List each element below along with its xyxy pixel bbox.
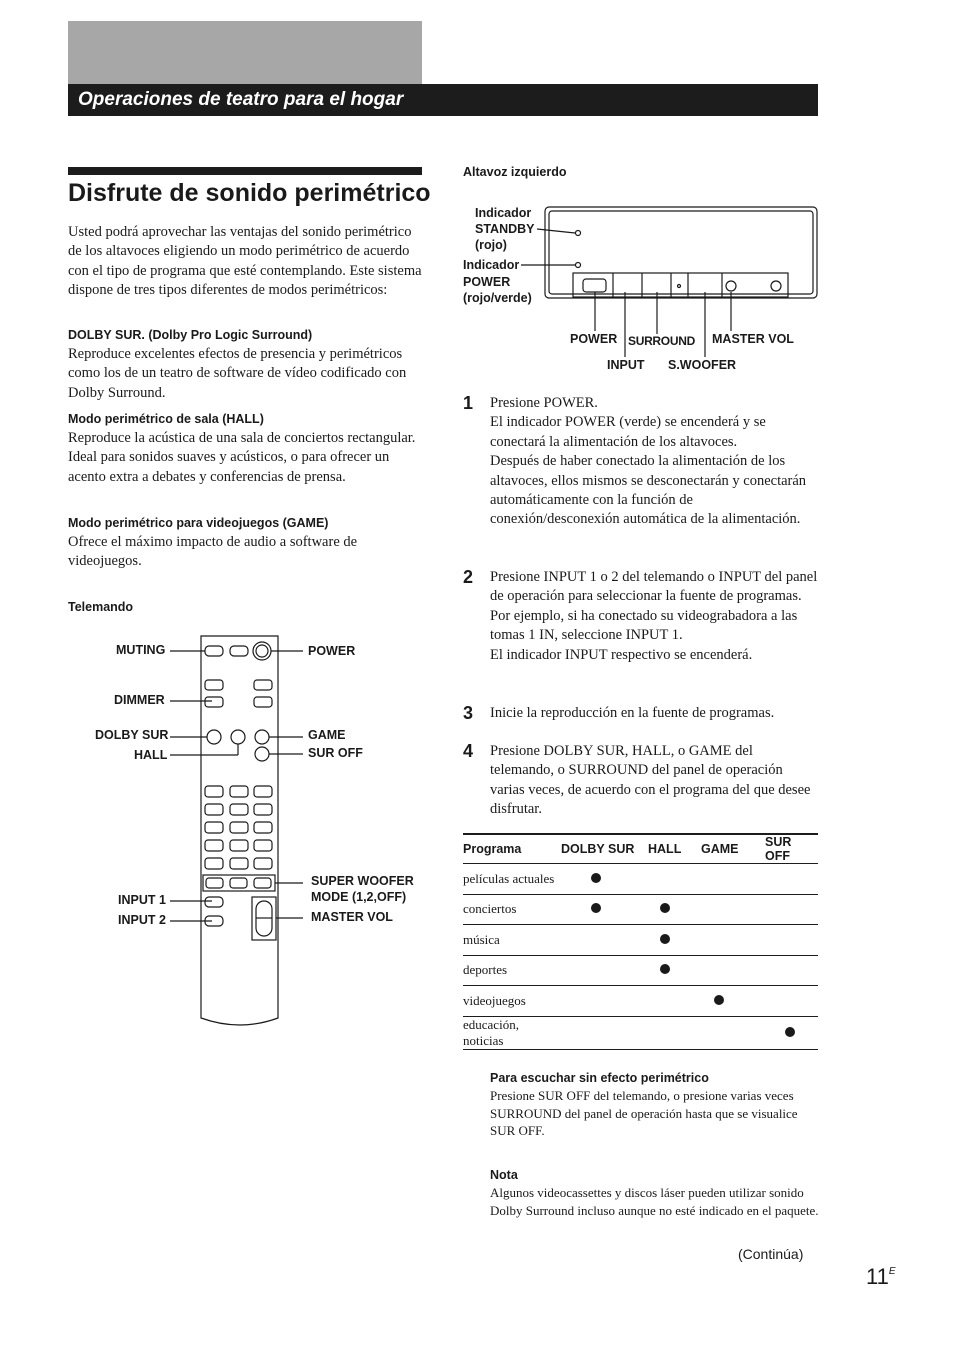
table-cell: [701, 986, 765, 1017]
remote-label-muting: MUTING: [116, 643, 166, 657]
mode-heading-hall: Modo perimétrico de sala (HALL): [68, 412, 264, 426]
remote-label-game: GAME: [308, 728, 346, 742]
step-3-number: 3: [463, 703, 474, 723]
remote-label-input2: INPUT 2: [118, 913, 166, 927]
table-cell: [561, 955, 648, 986]
no-effect-text: Presione SUR OFF del telemando, o presione varias veces SURROUND del panel de operación hasta que se visualice SUR OFF.: [490, 1088, 798, 1139]
speaker-caption: Altavoz izquierdo: [463, 165, 567, 179]
continues-label: (Continúa): [738, 1246, 804, 1262]
standby-label-3: (rojo): [475, 238, 507, 252]
section-title: Operaciones de teatro para el hogar: [68, 84, 818, 116]
remote-label-dolby-sur: DOLBY SUR: [95, 728, 169, 742]
step-1-number: 1: [463, 393, 474, 413]
table-header: DOLBY SUR: [561, 834, 648, 864]
power-indicator-label-3: (rojo/verde): [463, 291, 532, 305]
table-row-label: educación, noticias: [463, 1016, 561, 1049]
standby-label-1: Indicador: [475, 206, 532, 220]
mode-dot-icon: [591, 873, 601, 883]
table-row-label: videojuegos: [463, 986, 561, 1017]
mode-text-dolby: Reproduce excelentes efectos de presencia y perimétricos como los de un teatro de software de vídeo codificado con Dolby Surround.: [68, 346, 407, 401]
table-cell: [765, 986, 818, 1017]
page-number-suffix: E: [888, 1266, 896, 1277]
table-row-label: deportes: [463, 955, 561, 986]
table-cell: [648, 864, 701, 895]
table-cell: [765, 864, 818, 895]
table-header: SUR OFF: [765, 834, 818, 864]
step-2-text: Presione INPUT 1 o 2 del telemando o INPUT del panel de operación para seleccionar la fuente de programas. Por ejemplo, si ha conectado su videograbadora a las tomas 1 IN, seleccione INPUT 1. El indicador INPUT respectivo se encenderá.: [490, 569, 818, 663]
table-cell: [648, 925, 701, 956]
speaker-body: [545, 207, 817, 298]
table-cell: [701, 925, 765, 956]
remote-label-power: POWER: [308, 644, 356, 658]
table-cell: [561, 1016, 648, 1049]
remote-label-hall: HALL: [134, 748, 168, 762]
table-header: HALL: [648, 834, 701, 864]
table-cell: [701, 955, 765, 986]
table-cell: [561, 864, 648, 895]
mode-dot-icon: [660, 964, 670, 974]
table-header: GAME: [701, 834, 765, 864]
table-row: [463, 925, 818, 956]
table-cell: [765, 1016, 818, 1049]
page-title: Disfrute de sonido perimétrico: [68, 179, 431, 207]
remote-label-dimmer: DIMMER: [114, 693, 165, 707]
table-header-row: [463, 834, 818, 864]
speaker-label-power: POWER: [570, 332, 618, 346]
table-cell: [765, 955, 818, 986]
table-cell: [765, 925, 818, 956]
mode-dot-icon: [714, 995, 724, 1005]
remote-label-mode: MODE (1,2,OFF): [311, 890, 407, 904]
standby-label-2: STANDBY: [475, 222, 535, 236]
no-effect-heading: Para escuchar sin efecto perimétrico: [490, 1071, 709, 1085]
table-cell: [701, 894, 765, 925]
table-row: [463, 986, 818, 1017]
step-3-text: Inicie la reproducción en la fuente de programas.: [490, 705, 775, 721]
mode-heading-dolby: DOLBY SUR. (Dolby Pro Logic Surround): [68, 328, 313, 342]
step-4-number: 4: [463, 741, 474, 761]
intro-paragraph: Usted podrá aprovechar las ventajas del sonido perimétrico de los altavoces eligiendo un modo perimétrico de acuerdo con el tipo de programa que esté contemplando. Este sistema dispone de tres tipos diferentes de modos perimétricos:: [68, 224, 422, 298]
mode-text-game: Ofrece el máximo impacto de audio a software de videojuegos.: [68, 534, 358, 570]
step-2-number: 2: [463, 567, 474, 587]
table-cell: [561, 986, 648, 1017]
table-cell: [701, 1016, 765, 1049]
mode-text-hall: Reproduce la acústica de una sala de conciertos rectangular. Ideal para sonidos suaves y acústicos, o para ofrecer un acento extra a debates y conferencias de prensa.: [68, 430, 416, 485]
note-text: Algunos videocassettes y discos láser pueden utilizar sonido Dolby Surround incluso aunque no esté indicado en el paquete.: [490, 1185, 819, 1218]
speaker-label-surround: SURROUND: [628, 334, 695, 348]
power-indicator-label-1: Indicador: [463, 258, 520, 272]
remote-label-sur-off: SUR OFF: [308, 746, 363, 760]
remote-label-input1: INPUT 1: [118, 893, 166, 907]
table-row-label: conciertos: [463, 894, 561, 925]
step-1-text: Presione POWER. El indicador POWER (verde) se encenderá y se conectará la alimentación de los altavoces. Después de haber conectado la alimentación de los altavoces, ellos mismos se desconectarán y conectarán automáticamente con la función de conexión/desconexión automática de la alimentación.: [490, 395, 807, 528]
table-row: [463, 1016, 818, 1049]
table-cell: [648, 986, 701, 1017]
speaker-label-swoofer: S.WOOFER: [668, 358, 737, 372]
table-row-label: películas actuales: [463, 864, 561, 895]
page-number-value: 11: [866, 1264, 889, 1289]
table-row: [463, 864, 818, 895]
table-row: [463, 955, 818, 986]
page-number: [866, 1264, 896, 1290]
mode-dot-icon: [785, 1027, 795, 1037]
table-header: Programa: [463, 834, 561, 864]
table-cell: [561, 894, 648, 925]
remote-label-super-woofer: SUPER WOOFER: [311, 874, 414, 888]
step-4-text: Presione DOLBY SUR, HALL, o GAME del telemando, o SURROUND del panel de operación varias veces, de acuerdo con el programa del que desee disfrutar.: [490, 743, 811, 818]
table-cell: [648, 1016, 701, 1049]
table-cell: [765, 894, 818, 925]
note-heading: Nota: [490, 1168, 518, 1182]
remote-caption: Telemando: [68, 600, 134, 614]
speaker-label-master-vol: MASTER VOL: [712, 332, 794, 346]
surround-mode-table: [463, 833, 818, 1050]
table-row: [463, 894, 818, 925]
table-cell: [701, 864, 765, 895]
table-row-label: música: [463, 925, 561, 956]
remote-label-master-vol: MASTER VOL: [311, 910, 393, 924]
table-cell: [648, 894, 701, 925]
power-indicator-label-2: POWER: [463, 275, 511, 289]
table-cell: [648, 955, 701, 986]
mode-dot-icon: [660, 934, 670, 944]
mode-dot-icon: [591, 903, 601, 913]
mode-heading-game: Modo perimétrico para videojuegos (GAME): [68, 516, 329, 530]
table-cell: [561, 925, 648, 956]
speaker-label-input: INPUT: [607, 358, 645, 372]
mode-dot-icon: [660, 903, 670, 913]
